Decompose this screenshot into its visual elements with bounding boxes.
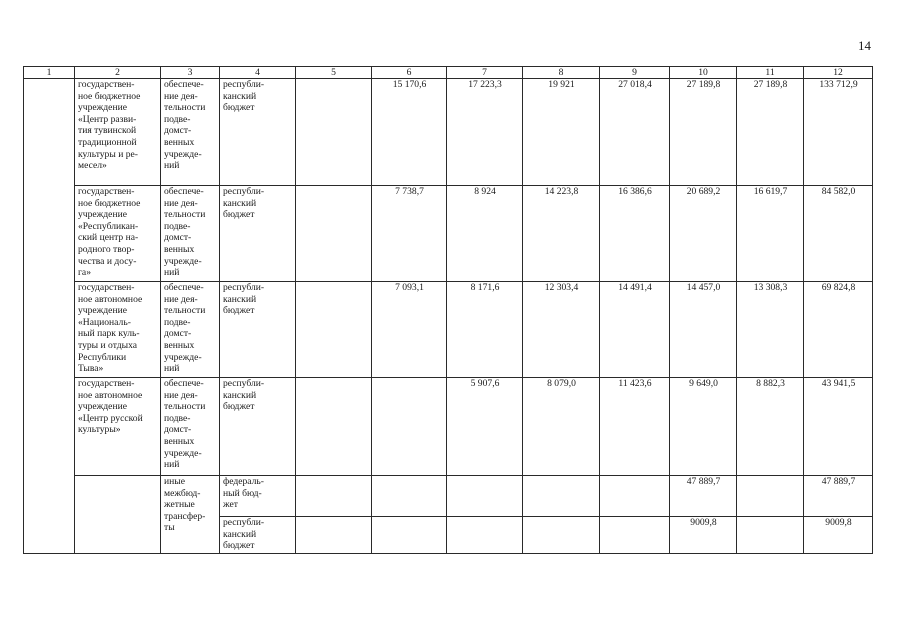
- purpose-cell: обеспече- ние дея- тельности подве- домст- венных учрежде- ний: [161, 186, 220, 282]
- total-cell: 47 889,7: [804, 476, 873, 517]
- value-cell: [296, 476, 372, 517]
- value-cell: 27 189,8: [670, 79, 737, 186]
- column-header: 10: [670, 67, 737, 79]
- value-cell: [600, 517, 670, 554]
- column-header: 12: [804, 67, 873, 79]
- value-cell: [523, 476, 600, 517]
- value-cell: [296, 79, 372, 186]
- value-cell: 27 189,8: [737, 79, 804, 186]
- value-cell: 27 018,4: [600, 79, 670, 186]
- institution-cell: государствен- ное бюджетное учреждение «Республикан- ский центр на- родного твор- чества и досу- га»: [75, 186, 161, 282]
- value-cell: [523, 517, 600, 554]
- total-cell: 9009,8: [804, 517, 873, 554]
- table-row: [24, 282, 873, 378]
- value-cell: [372, 476, 447, 517]
- value-cell: 8 924: [447, 186, 523, 282]
- source-cell: республи- канский бюджет: [220, 517, 296, 554]
- table-row: [24, 186, 873, 282]
- column-header: 1: [24, 67, 75, 79]
- purpose-cell: иные межбюд- жетные трансфер- ты: [161, 476, 220, 554]
- institution-cell: государствен- ное бюджетное учреждение «Центр разви- тия тувинской традиционной культуры и ре- месел»: [75, 79, 161, 186]
- value-cell: 16 386,6: [600, 186, 670, 282]
- source-cell: республи- канский бюджет: [220, 378, 296, 476]
- total-cell: 43 941,5: [804, 378, 873, 476]
- total-cell: 133 712,9: [804, 79, 873, 186]
- value-cell: 14 491,4: [600, 282, 670, 378]
- source-cell: республи- канский бюджет: [220, 282, 296, 378]
- purpose-cell: обеспече- ние дея- тельности подве- домст- венных учрежде- ний: [161, 378, 220, 476]
- value-cell: [296, 282, 372, 378]
- source-cell: республи- канский бюджет: [220, 186, 296, 282]
- column-header: 7: [447, 67, 523, 79]
- value-cell: [296, 378, 372, 476]
- institution-cell: [75, 476, 161, 554]
- purpose-cell: обеспече- ние дея- тельности подве- домст- венных учрежде- ний: [161, 79, 220, 186]
- total-cell: 84 582,0: [804, 186, 873, 282]
- table-row: [24, 79, 873, 186]
- value-cell: 8 882,3: [737, 378, 804, 476]
- column-header: 2: [75, 67, 161, 79]
- value-cell: [447, 476, 523, 517]
- value-cell: [372, 378, 447, 476]
- source-cell: республи- канский бюджет: [220, 79, 296, 186]
- value-cell: 14 457,0: [670, 282, 737, 378]
- value-cell: [600, 476, 670, 517]
- value-cell: 8 171,6: [447, 282, 523, 378]
- value-cell: 7 093,1: [372, 282, 447, 378]
- value-cell: 13 308,3: [737, 282, 804, 378]
- value-cell: [447, 517, 523, 554]
- value-cell: 14 223,8: [523, 186, 600, 282]
- value-cell: [737, 517, 804, 554]
- budget-table: [23, 66, 873, 554]
- value-cell: 15 170,6: [372, 79, 447, 186]
- value-cell: 12 303,4: [523, 282, 600, 378]
- column-number-row: [24, 67, 873, 79]
- column-header: 5: [296, 67, 372, 79]
- table-row: [24, 378, 873, 476]
- source-cell: федераль- ный бюд- жет: [220, 476, 296, 517]
- institution-cell: государствен- ное автономное учреждение «Центр русской культуры»: [75, 378, 161, 476]
- value-cell: 5 907,6: [447, 378, 523, 476]
- value-cell: [737, 476, 804, 517]
- value-cell: 20 689,2: [670, 186, 737, 282]
- value-cell: [296, 186, 372, 282]
- column-header: 11: [737, 67, 804, 79]
- row-number-cell: [24, 79, 75, 554]
- value-cell: 7 738,7: [372, 186, 447, 282]
- purpose-cell: обеспече- ние дея- тельности подве- домст- венных учрежде- ний: [161, 282, 220, 378]
- column-header: 6: [372, 67, 447, 79]
- value-cell: 19 921: [523, 79, 600, 186]
- value-cell: [296, 517, 372, 554]
- table-row: [24, 476, 873, 517]
- column-header: 9: [600, 67, 670, 79]
- value-cell: 16 619,7: [737, 186, 804, 282]
- total-cell: 69 824,8: [804, 282, 873, 378]
- column-header: 8: [523, 67, 600, 79]
- value-cell: 9009,8: [670, 517, 737, 554]
- value-cell: 11 423,6: [600, 378, 670, 476]
- value-cell: [372, 517, 447, 554]
- column-header: 4: [220, 67, 296, 79]
- value-cell: 9 649,0: [670, 378, 737, 476]
- column-header: 3: [161, 67, 220, 79]
- page-number: 14: [858, 38, 871, 53]
- value-cell: 47 889,7: [670, 476, 737, 517]
- value-cell: 17 223,3: [447, 79, 523, 186]
- value-cell: 8 079,0: [523, 378, 600, 476]
- institution-cell: государствен- ное автономное учреждение «Националь- ный парк куль- туры и отдыха Республики Тыва»: [75, 282, 161, 378]
